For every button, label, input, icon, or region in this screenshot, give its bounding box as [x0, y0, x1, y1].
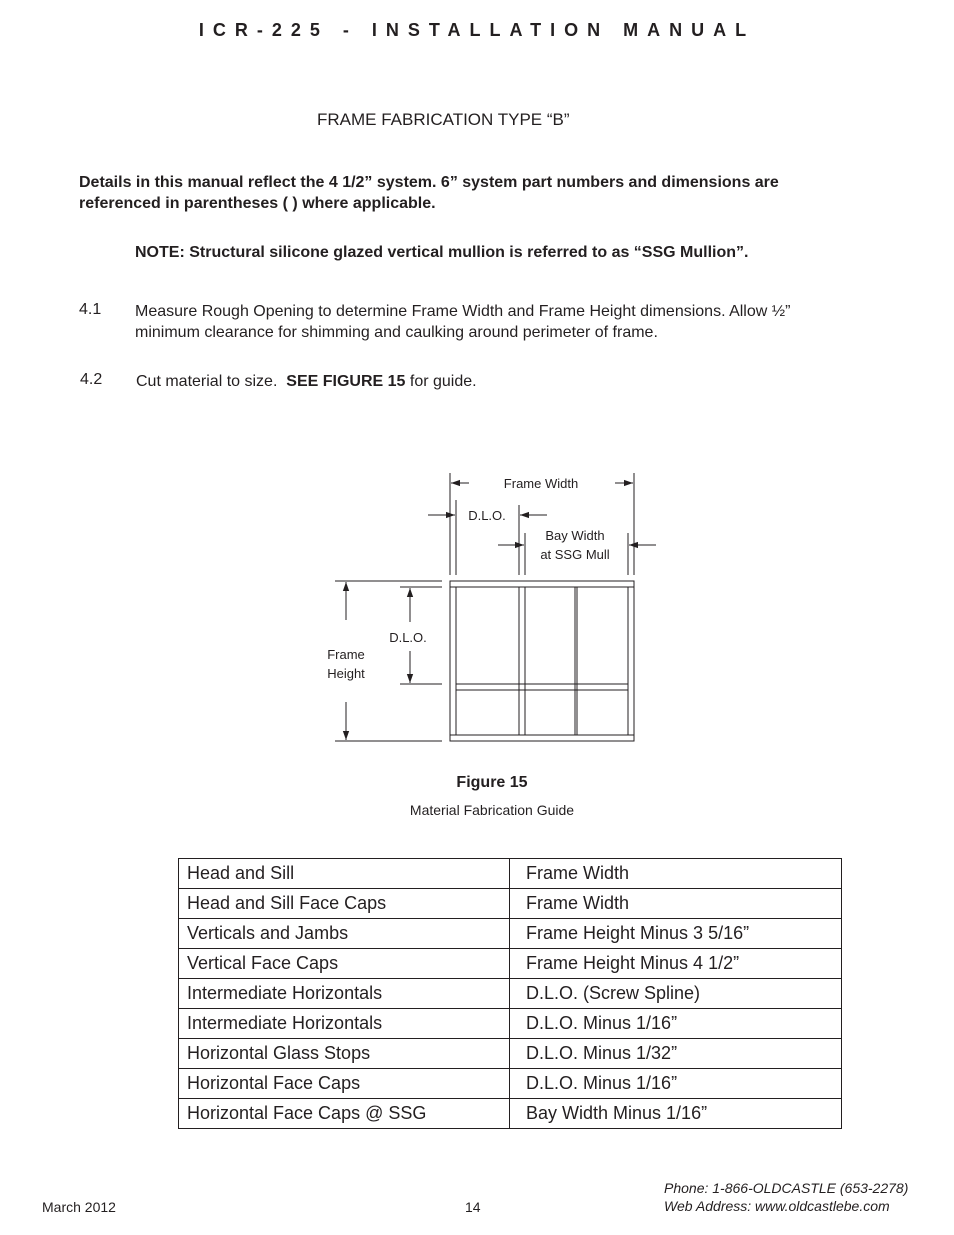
section-title: FRAME FABRICATION TYPE “B”: [317, 110, 570, 129]
length-cell: Frame Height Minus 4 1/2”: [510, 949, 842, 979]
frame-height-label-2: Height: [327, 666, 365, 681]
page-number: 14: [465, 1199, 481, 1215]
frame-width-label: Frame Width: [503, 476, 579, 491]
dlo-side-label: D.L.O.: [389, 630, 427, 645]
footer-contact: [664, 1179, 908, 1215]
table-row: [179, 859, 842, 889]
page-header: ICR-225 - INSTALLATION MANUAL: [198, 20, 756, 40]
dlo-top-label: D.L.O.: [468, 508, 506, 523]
step-line-1: Measure Rough Opening to determine Frame Width and Frame Height dimensions. Allow ½”: [135, 303, 791, 320]
figure-reference: SEE FIGURE 15: [286, 373, 406, 390]
part-cell: Intermediate Horizontals: [179, 979, 510, 1009]
figure-caption-title: Figure 15: [456, 774, 528, 791]
intro-line-1: Details in this manual reflect the 4 1/2” system. 6” system part numbers and dimensions are: [79, 174, 779, 191]
table-row: [179, 1099, 842, 1129]
step-text-tail: for guide.: [405, 373, 477, 390]
footer-phone: Phone: 1-866-OLDCASTLE (653-2278): [664, 1180, 909, 1196]
table-row: [179, 1009, 842, 1039]
length-cell: D.L.O. Minus 1/16”: [510, 1009, 842, 1039]
table-row: [179, 979, 842, 1009]
part-cell: Head and Sill Face Caps: [179, 889, 510, 919]
material-fabrication-table: [178, 858, 842, 1129]
length-cell: Frame Width: [510, 859, 842, 889]
part-cell: Intermediate Horizontals: [179, 1009, 510, 1039]
part-cell: Horizontal Face Caps: [179, 1069, 510, 1099]
length-cell: Frame Height Minus 3 5/16”: [510, 919, 842, 949]
part-cell: Verticals and Jambs: [179, 919, 510, 949]
length-cell: D.L.O. (Screw Spline): [510, 979, 842, 1009]
length-cell: D.L.O. Minus 1/16”: [510, 1069, 842, 1099]
table-row: [179, 889, 842, 919]
step-number: 4.1: [79, 301, 102, 318]
footer-date: March 2012: [42, 1199, 116, 1215]
frame-height-label: Frame: [327, 647, 365, 662]
bay-width-label-2: at SSG Mull: [540, 547, 610, 562]
footer-web: Web Address: www.oldcastlebe.com: [664, 1198, 890, 1214]
intro-line-2: referenced in parentheses ( ) where applicable.: [79, 195, 436, 212]
length-cell: D.L.O. Minus 1/32”: [510, 1039, 842, 1069]
table-row: [179, 1069, 842, 1099]
part-cell: Head and Sill: [179, 859, 510, 889]
figure-caption-subtitle: Material Fabrication Guide: [409, 802, 575, 818]
note-text: NOTE: Structural silicone glazed vertical mullion is referred to as “SSG Mullion”.: [135, 244, 749, 261]
part-cell: Horizontal Face Caps @ SSG: [179, 1099, 510, 1129]
step-text-lead: Cut material to size.: [136, 373, 287, 390]
part-cell: Vertical Face Caps: [179, 949, 510, 979]
table-row: [179, 949, 842, 979]
table-row: [179, 919, 842, 949]
length-cell: Frame Width: [510, 889, 842, 919]
table-row: [179, 1039, 842, 1069]
step-number: 4.2: [80, 371, 103, 388]
part-cell: Horizontal Glass Stops: [179, 1039, 510, 1069]
step-line-2: minimum clearance for shimming and caulking around perimeter of frame.: [135, 324, 658, 341]
length-cell: Bay Width Minus 1/16”: [510, 1099, 842, 1129]
frame-outer-outline: [450, 581, 634, 741]
bay-width-label: Bay Width: [545, 528, 605, 543]
